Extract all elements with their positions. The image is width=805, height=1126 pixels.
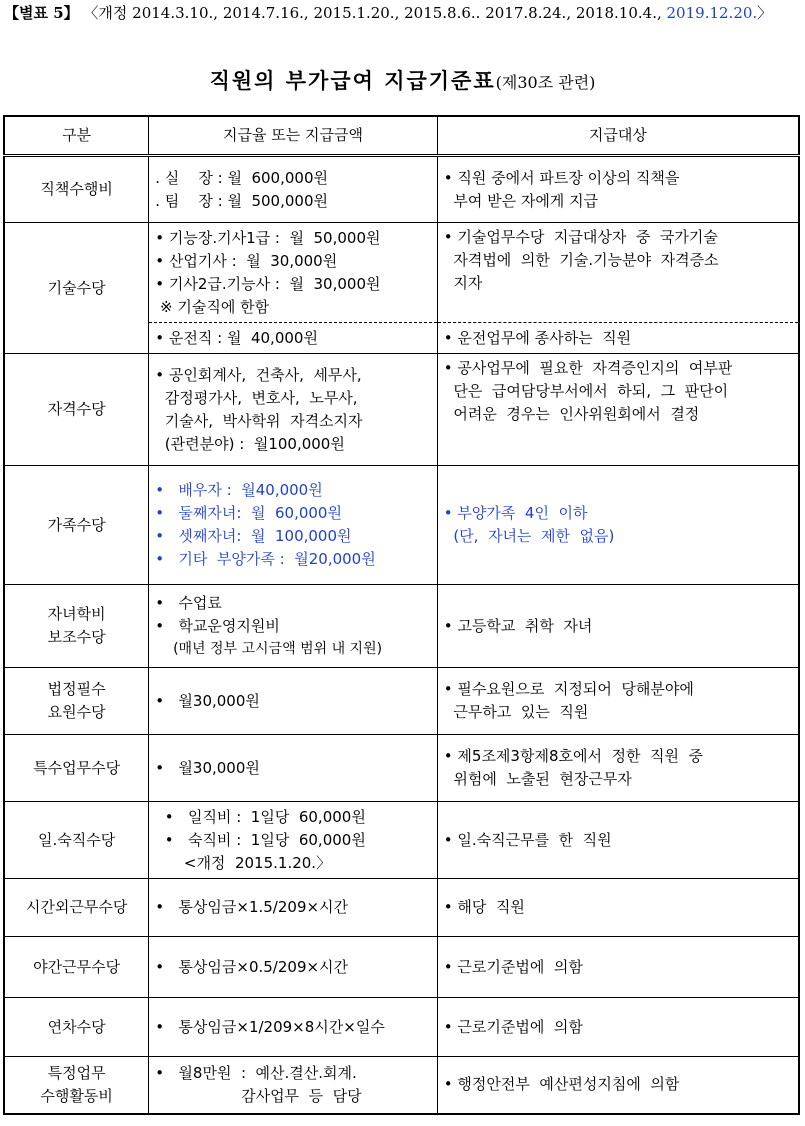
cell-text-line: 지자 — [443, 274, 483, 292]
row-category — [4, 156, 149, 223]
cell-text-line: (매년 정부 고시금액 범위 내 지원) — [155, 640, 383, 657]
cell-text-line: • 직원 중에서 파트장 이상의 직책을 — [443, 168, 680, 187]
page-title — [0, 65, 805, 95]
row-target — [437, 354, 799, 466]
table-row — [4, 354, 799, 466]
row-amount — [149, 466, 438, 585]
row-target — [437, 466, 799, 585]
cell-text-line: • 둘째자녀: 월 60,000원 — [155, 504, 342, 522]
cell-text-line: 자격수당 — [47, 400, 106, 418]
cell-text-line: 연차수당 — [47, 1017, 106, 1036]
row-category — [4, 223, 149, 354]
table-row — [4, 879, 799, 937]
table-row — [4, 223, 799, 323]
cell-text-line: • 학교운영지원비 — [155, 616, 280, 635]
cell-text-line: • 기술업무수당 지급대상자 중 국가기술 — [443, 228, 718, 246]
row-category — [4, 354, 149, 466]
row-category — [4, 1057, 149, 1114]
cell-text-line: • 통상임금×0.5/209×시간 — [155, 957, 349, 976]
row-target — [437, 998, 799, 1057]
table-row — [4, 585, 799, 668]
cell-text-line: . 실 장 : 월 600,000원 — [155, 168, 328, 187]
cell-text-line: 기술수당 — [47, 278, 106, 297]
cell-text-line: . 팀 장 : 월 500,000원 — [155, 191, 328, 210]
header-category: 구분 — [4, 116, 149, 156]
row-category — [4, 585, 149, 668]
table-row — [4, 735, 799, 802]
row-target — [437, 735, 799, 802]
cell-text-line: • 행정안전부 예산편성지침에 의함 — [443, 1075, 680, 1094]
cell-text-line: • 근로기준법에 의함 — [443, 957, 583, 976]
row-amount — [149, 668, 438, 735]
cell-text-line: 단은 급여담당부서에서 하되, 그 판단이 — [443, 382, 729, 400]
row-category — [4, 937, 149, 998]
cell-text-line: <개정 2015.1.20.〉 — [155, 853, 332, 872]
cell-text-line: 요원수당 — [47, 703, 106, 721]
cell-text-line: 수행활동비 — [40, 1086, 113, 1105]
cell-text-line: • 산업기사 : 월 30,000원 — [155, 251, 338, 270]
row-category — [4, 466, 149, 585]
cell-text-line: • 통상임금×1.5/209×시간 — [155, 898, 349, 916]
cell-text-line: • 부양가족 4인 이하 — [443, 504, 588, 522]
cell-text-line: (관련분야) : 월100,000원 — [155, 434, 345, 453]
row-target — [437, 1057, 799, 1114]
row-category — [4, 998, 149, 1057]
cell-text-line: • 수업료 — [155, 593, 222, 612]
table-row — [4, 466, 799, 585]
cell-text-line: 부여 받은 자에게 지급 — [443, 191, 599, 210]
cell-text-line: 근무하고 있는 직원 — [443, 703, 589, 721]
table-row — [4, 998, 799, 1057]
table-row — [4, 802, 799, 879]
latest-revision: 2019.12.20. — [666, 4, 758, 22]
table-header-row — [4, 116, 799, 156]
appendix-label: 【별표 5】 — [4, 4, 79, 22]
header-target: 지급대상 — [437, 116, 799, 156]
cell-text-line: 야간근무수당 — [33, 957, 121, 976]
cell-text-line: • 일.숙직근무를 한 직원 — [443, 830, 612, 849]
cell-text-line: • 월8만원 : 예산.결산.회계. — [155, 1063, 357, 1082]
cell-text-line: 가족수당 — [47, 515, 106, 534]
cell-text-line: 감정평가사, 변호사, 노무사, — [155, 388, 358, 407]
row-target — [437, 937, 799, 998]
cell-text-line: • 공사업무에 필요한 자격증인지의 여부판 — [443, 359, 733, 377]
cell-text-line: 일.숙직수당 — [38, 830, 116, 849]
row-category — [4, 802, 149, 879]
cell-text-line: • 셋째자녀: 월 100,000원 — [155, 527, 352, 545]
row-amount — [149, 937, 438, 998]
cell-text-line: • 제5조제3항제8호에서 정한 직원 중 — [443, 747, 704, 765]
cell-text-line: • 기사2급.기능사 : 월 30,000원 — [155, 274, 381, 293]
row-category — [4, 735, 149, 802]
cell-text-line: ※ 기술직에 한함 — [155, 297, 270, 316]
title-main: 직원의 부가급여 지급기준표 — [209, 69, 496, 93]
cell-text-line: 자격법에 의한 기술.기능분야 자격증소 — [443, 251, 719, 269]
cell-text-line: 어려운 경우는 인사위원회에서 결정 — [443, 405, 700, 423]
row-amount — [149, 585, 438, 668]
cell-text-line: • 월30,000원 — [155, 691, 260, 710]
table-row — [4, 1057, 799, 1114]
row-target — [437, 668, 799, 735]
cell-text-line: • 운전직 : 월 40,000원 — [155, 328, 318, 347]
row-amount — [149, 879, 438, 937]
row-amount — [149, 156, 438, 223]
cell-text-line: • 운전업무에 종사하는 직원 — [443, 328, 632, 347]
cell-text-line: • 기타 부양가족 : 월20,000원 — [155, 550, 376, 568]
cell-text-line: • 해당 직원 — [443, 898, 525, 916]
cell-text-line: 법정필수 — [47, 680, 106, 698]
cell-text-line: • 배우자 : 월40,000원 — [155, 481, 323, 499]
allowance-table — [3, 115, 800, 1115]
cell-text-line: 특수업무수당 — [33, 758, 121, 777]
cell-text-line: 위험에 노출된 현장근무자 — [443, 770, 632, 788]
cell-text-line: • 통상임금×1/209×8시간×일수 — [155, 1017, 385, 1036]
row-amount — [149, 354, 438, 466]
page-header — [4, 2, 772, 23]
cell-text-line: 특정업무 — [47, 1063, 106, 1082]
cell-text-line: • 필수요원으로 지정되어 당해분야에 — [443, 680, 694, 698]
cell-text-line: • 기능장.기사1급 : 월 50,000원 — [155, 228, 381, 247]
cell-text-line: 감사업무 등 담당 — [155, 1086, 362, 1105]
row-amount — [149, 802, 438, 879]
row-category — [4, 879, 149, 937]
row-amount — [149, 223, 438, 323]
row-target — [437, 323, 799, 354]
cell-text-line: 보조수당 — [47, 628, 106, 646]
row-target — [437, 585, 799, 668]
cell-text-line: • 월30,000원 — [155, 758, 260, 777]
cell-text-line: (단, 자녀는 제한 없음) — [443, 527, 615, 545]
row-amount — [149, 323, 438, 354]
row-target — [437, 879, 799, 937]
revision-close: 〉 — [757, 4, 773, 22]
cell-text-line: • 일직비 : 1일당 60,000원 — [155, 807, 366, 826]
cell-text-line: 자녀학비 — [47, 605, 106, 623]
cell-text-line: • 고등학교 취학 자녀 — [443, 616, 593, 635]
table-row — [4, 156, 799, 223]
row-amount — [149, 998, 438, 1057]
cell-text-line: • 근로기준법에 의함 — [443, 1017, 583, 1036]
revision-history: 〈개정 2014.3.10., 2014.7.16., 2015.1.20., 2015.8.6.. 2017.8.24., 2018.10.4., — [83, 4, 662, 22]
cell-text-line: 시간외근무수당 — [25, 898, 128, 916]
cell-text-line: 직책수행비 — [40, 180, 113, 198]
title-sub: (제30조 관련) — [495, 73, 596, 92]
cell-text-line: 기술사, 박사학위 자격소지자 — [155, 411, 363, 430]
row-target — [437, 156, 799, 223]
table-row — [4, 937, 799, 998]
cell-text-line: • 공인회계사, 건축사, 세무사, — [155, 365, 362, 384]
cell-text-line: • 숙직비 : 1일당 60,000원 — [155, 830, 366, 849]
row-target — [437, 802, 799, 879]
row-amount — [149, 1057, 438, 1114]
row-target — [437, 223, 799, 323]
header-amount: 지급율 또는 지급금액 — [149, 116, 438, 156]
row-amount — [149, 735, 438, 802]
table-row — [4, 668, 799, 735]
row-category — [4, 668, 149, 735]
